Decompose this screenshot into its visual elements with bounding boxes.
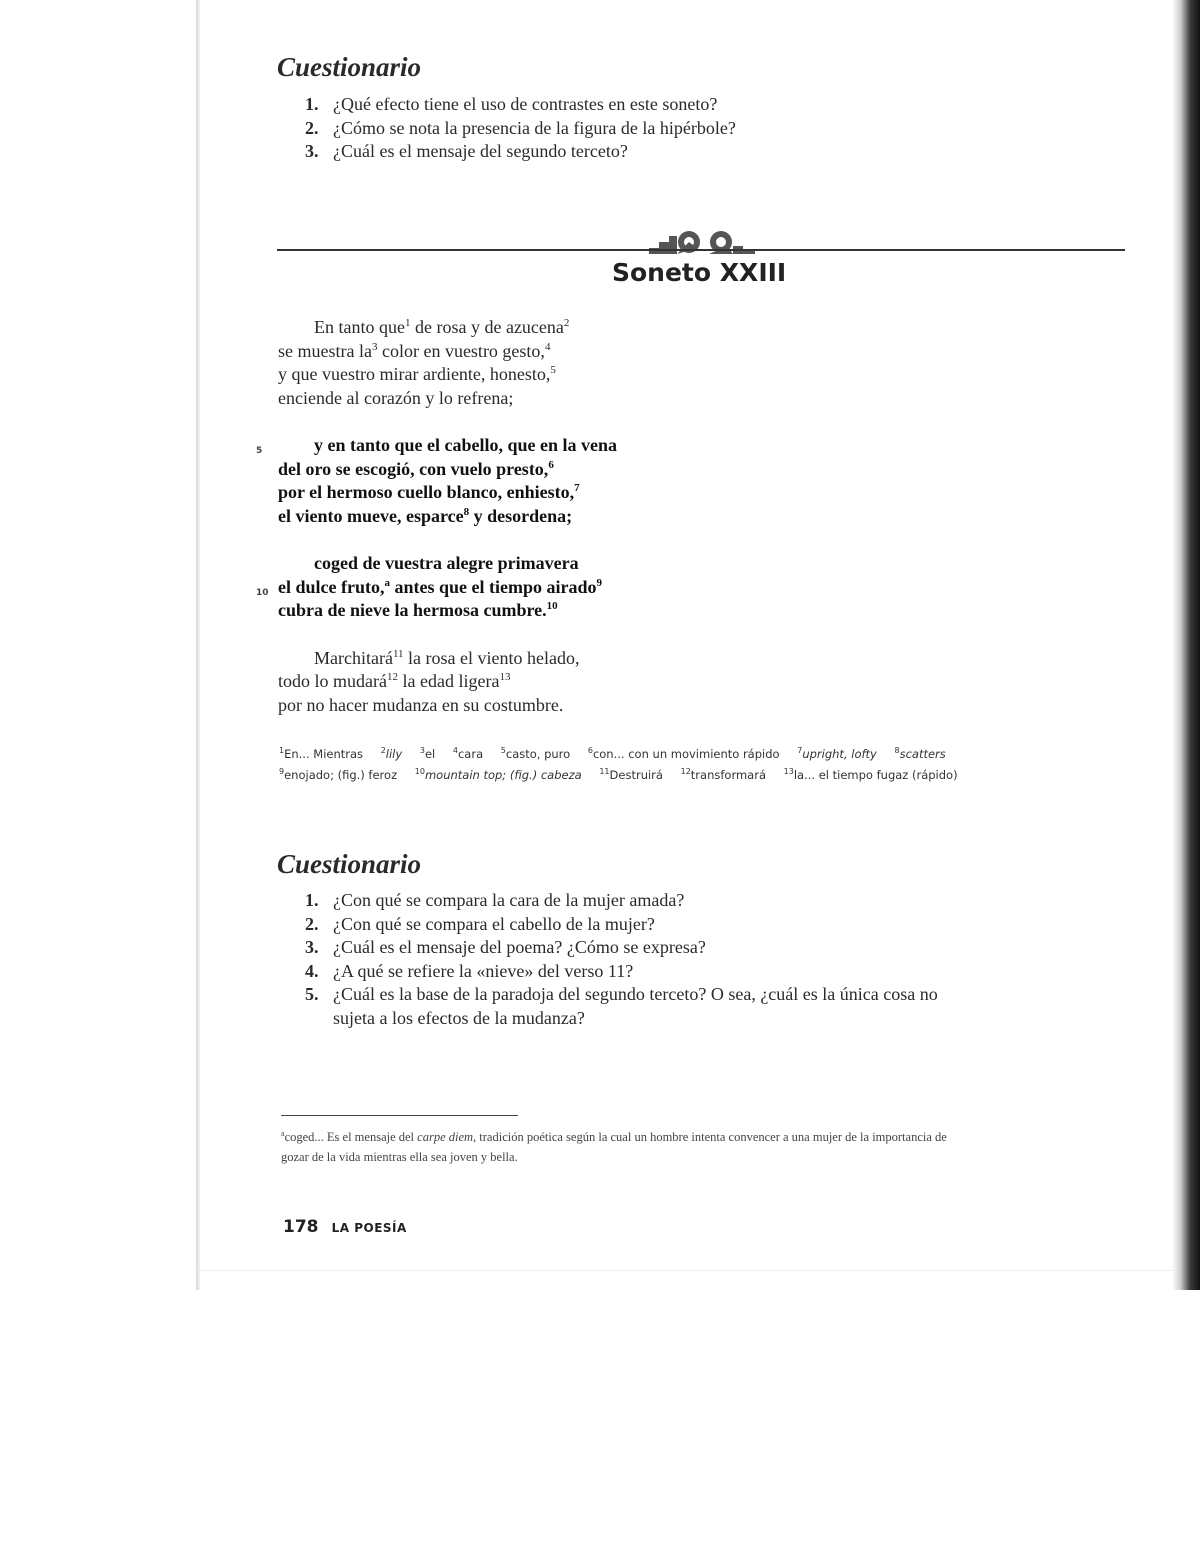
question-item <box>305 140 736 164</box>
stanza <box>256 552 798 623</box>
footnote-text: coged... Es el mensaje del <box>284 1130 418 1144</box>
verse-text: y que vuestro mirar ardiente, honesto, <box>278 364 551 384</box>
verse-text: color en vuestro gesto, <box>377 340 545 361</box>
verse-text: enciende al corazón y lo refrena; <box>278 387 514 408</box>
question-text: ¿Cómo se nota la presencia de la figura de la hipérbole? <box>333 117 736 138</box>
verse-line <box>278 458 798 482</box>
poem-title: Soneto XXIII <box>612 258 787 287</box>
question-text: ¿Cuál es el mensaje del poema? ¿Cómo se expresa? <box>333 937 706 957</box>
gloss-entry <box>501 747 570 761</box>
footnote-ref: a <box>384 576 390 589</box>
scroll-ornament-icon <box>647 226 757 256</box>
verse-text: y en tanto que el cabello, que en la vena <box>314 435 618 455</box>
question-text: ¿Cuál es el mensaje del segundo terceto? <box>333 141 628 161</box>
question-item <box>305 889 945 913</box>
gloss-number: 11 <box>599 767 610 777</box>
verse-text: En tanto que <box>314 317 405 337</box>
gloss-text: upright, lofty <box>802 747 877 761</box>
gloss-number: 9 <box>279 767 285 777</box>
gloss-entry <box>415 768 582 782</box>
gloss-number: 12 <box>680 767 691 777</box>
gloss-entry <box>681 768 766 782</box>
question-number: 2. <box>305 913 319 934</box>
gloss-text: mountain top; (fig.) cabeza <box>424 768 582 782</box>
question-number: 1. <box>305 890 319 910</box>
gloss-text: scatters <box>899 747 946 761</box>
gloss-number: 4 <box>452 746 458 756</box>
gloss-entry <box>279 768 397 782</box>
gloss-ref: 10 <box>546 600 558 612</box>
gloss-number: 2 <box>380 746 386 756</box>
gloss-ref: 3 <box>371 340 378 353</box>
verse-text: cubra de nieve la hermosa cumbre. <box>278 600 547 620</box>
cuestionario-2-list <box>305 889 945 1030</box>
cuestionario-1-heading: Cuestionario <box>277 52 422 82</box>
gloss-ref: 12 <box>386 671 398 683</box>
page-bottom-edge <box>196 1270 1176 1271</box>
gloss-number: 6 <box>587 746 593 756</box>
question-text: ¿Cuál es la base de la paradoja del segundo terceto? O sea, ¿cuál es la única cosa no sujeta a los efectos de la mudanza? <box>333 984 938 1028</box>
footnote-mark: a <box>281 1128 285 1138</box>
verse-line <box>278 481 798 505</box>
gloss-number: 3 <box>419 746 425 756</box>
verse-text: la rosa el viento helado, <box>403 647 580 668</box>
gloss-ref: 2 <box>563 317 570 329</box>
question-number: 1. <box>305 94 319 114</box>
verse-text: de rosa y de azucena <box>410 317 564 337</box>
verse-text: todo lo mudará <box>278 671 387 691</box>
gloss-ref: 4 <box>544 340 551 353</box>
gloss-number: 7 <box>797 746 803 756</box>
gloss-entry <box>381 747 403 761</box>
question-item <box>305 913 945 937</box>
gloss-text: transformará <box>690 768 766 782</box>
verse-text: Marchitará <box>314 647 393 668</box>
verse-text: antes que el tiempo airado <box>389 576 597 597</box>
verse-line <box>278 316 798 340</box>
gloss-text: el <box>424 747 436 761</box>
page-footer <box>283 1217 407 1237</box>
question-number: 4. <box>305 960 319 981</box>
verse-text: por no hacer mudanza en su costumbre. <box>278 694 564 715</box>
footnote-italic-text: carpe diem, <box>417 1130 477 1144</box>
gloss-entry <box>588 747 780 761</box>
book-spine-shadow <box>1172 0 1200 1290</box>
verse-line <box>256 434 798 458</box>
gloss-text: casto, puro <box>505 747 571 761</box>
gloss-text: enojado; (fig.) feroz <box>284 768 398 782</box>
question-item <box>305 960 945 984</box>
line-number: 10 <box>256 587 269 598</box>
page-number: 178 <box>283 1217 319 1237</box>
footnote-text: tradición poética según la cual un hombre intenta convencer a una mujer de la importancia de gozar de la vida mientras ella sea joven y bella. <box>281 1130 947 1164</box>
question-number: 5. <box>305 984 319 1004</box>
gloss-entry <box>895 747 946 761</box>
gloss-number: 10 <box>414 767 425 777</box>
gloss-number: 5 <box>500 746 506 756</box>
gloss-ref: 5 <box>550 364 556 376</box>
stanza <box>278 647 798 718</box>
gloss-text: cara <box>457 747 484 761</box>
verse-text: coged de vuestra alegre primavera <box>314 553 579 573</box>
verse-text: y desordena; <box>469 505 573 526</box>
gloss-ref: 7 <box>574 482 580 494</box>
cuestionario-1-list <box>305 93 736 164</box>
gloss-entry <box>420 747 435 761</box>
glossary <box>279 744 999 786</box>
stanza <box>278 316 798 410</box>
question-number: 3. <box>305 937 319 957</box>
question-number: 2. <box>305 117 319 138</box>
gloss-ref: 9 <box>596 576 602 589</box>
question-item <box>305 117 736 141</box>
verse-line <box>278 599 798 623</box>
question-text: ¿Con qué se compara la cara de la mujer amada? <box>333 890 685 910</box>
footnote <box>281 1127 971 1167</box>
gloss-ref: 6 <box>548 458 554 471</box>
gloss-entry <box>784 768 958 782</box>
line-number: 5 <box>256 446 263 456</box>
gloss-text: lily <box>385 747 403 761</box>
verse-text: se muestra la <box>278 340 372 361</box>
verse-line <box>278 340 798 364</box>
cuestionario-2-heading: Cuestionario <box>277 849 422 879</box>
question-text: ¿A qué se refiere la «nieve» del verso 11? <box>333 960 634 981</box>
verse-line <box>278 670 798 694</box>
gloss-number: 13 <box>783 767 794 777</box>
gloss-ref: 8 <box>463 505 470 518</box>
question-item <box>305 936 945 960</box>
gloss-entry <box>599 768 663 782</box>
running-section-title: LA POESÍA <box>331 1221 407 1235</box>
gloss-entry <box>453 747 483 761</box>
gloss-ref: 13 <box>499 671 511 683</box>
question-text: ¿Qué efecto tiene el uso de contrastes en este soneto? <box>333 94 718 114</box>
question-text: ¿Con qué se compara el cabello de la mujer? <box>333 913 655 934</box>
verse-text: el dulce fruto, <box>278 576 385 597</box>
stanza <box>256 434 798 528</box>
gloss-number: 8 <box>894 746 900 756</box>
gloss-ref: 11 <box>392 647 404 660</box>
verse-line <box>278 694 798 718</box>
verse-line <box>278 552 798 576</box>
gloss-text: Destruirá <box>609 768 663 782</box>
verse-line <box>278 387 798 411</box>
verse-text: por el hermoso cuello blanco, enhiesto, <box>278 482 575 502</box>
question-item <box>305 93 736 117</box>
question-number: 3. <box>305 141 319 161</box>
footnote-divider <box>281 1115 518 1116</box>
gloss-entry <box>797 747 877 761</box>
section-divider <box>277 249 1125 251</box>
verse-text: la edad ligera <box>397 671 500 691</box>
gloss-entry <box>279 747 363 761</box>
verse-line <box>278 647 798 671</box>
verse-line <box>278 363 798 387</box>
gloss-text: la... el tiempo fugaz (rápido) <box>793 768 958 782</box>
verse-line <box>278 505 798 529</box>
gloss-text: En... Mientras <box>284 747 364 761</box>
gloss-ref: 1 <box>404 317 411 329</box>
verse-text: el viento mueve, esparce <box>278 505 464 526</box>
verse-text: del oro se escogió, con vuelo presto, <box>278 458 549 479</box>
verse-line <box>256 576 798 600</box>
question-item <box>305 983 945 1030</box>
gloss-number: 1 <box>279 746 285 756</box>
gloss-text: con... con un movimiento rápido <box>592 747 780 761</box>
page-left-edge <box>196 0 200 1290</box>
poem-body <box>256 316 798 741</box>
